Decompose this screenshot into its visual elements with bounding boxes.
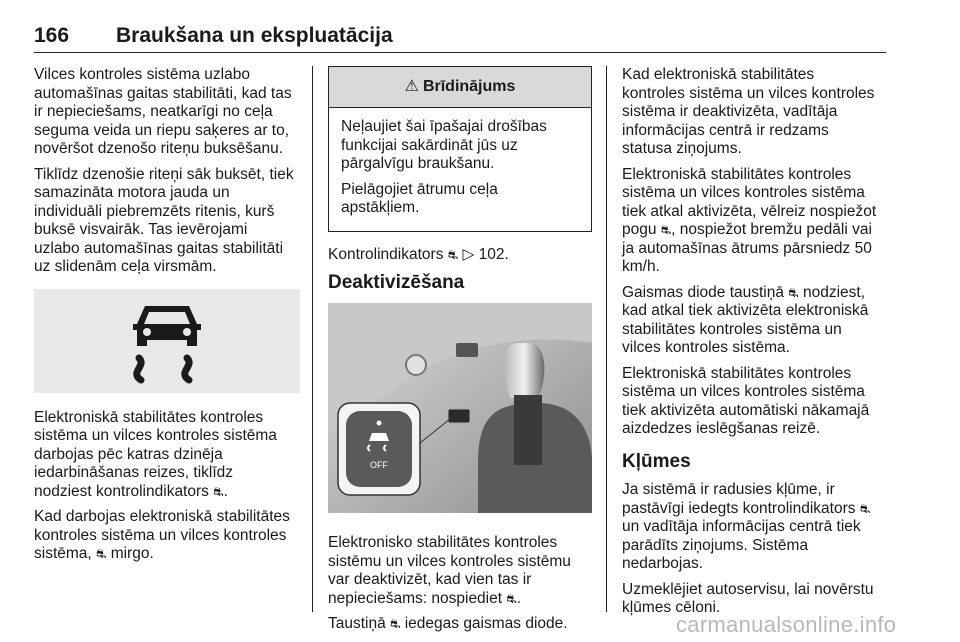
- warning-text-1: Neļaujiet šai īpašajai drošības funkcijai sakārdināt jūs uz pārgalvīgu braukšanu.: [341, 118, 547, 172]
- paragraph-led: Taustiņā ⛐ iedegas gaismas diode.: [328, 615, 568, 632]
- warning-header: [329, 67, 591, 108]
- column-right: [622, 66, 890, 625]
- paragraph-wheel-spin: Tiklīdz dzenošie riteņi sāk buksēt, tiek samazināta motora jauda un individuāli piebremzēts ritenis, kurš buksē visvairāk. Tas ievērojami uzlabo automašīnas gaitas stabilitāti uz slidenām ceļa virsmām.: [34, 165, 294, 275]
- warning-body: [329, 108, 591, 231]
- tc-indicator-icon: ⛐: [859, 501, 871, 516]
- tc-off-button-icon: ⛐: [506, 591, 517, 606]
- column-left: [34, 66, 300, 571]
- paragraph-service: Uzmeklējiet autoservisu, lai novērstu kļūmes cēloni.: [622, 580, 874, 616]
- tc-off-button-icon: ⛐: [390, 617, 401, 631]
- warning-box: [328, 66, 592, 232]
- tc-indicator-icon: ⛐: [213, 484, 224, 499]
- warning-title: Brīdinājums: [422, 77, 516, 95]
- column-divider-1: [312, 66, 313, 612]
- paragraph-auto-activate: Elektroniskā stabilitātes kontroles sistēma un vilces kontroles sistēma tiek aktivizēta automātiski nākamajā aizdedzes ieslēgšanas reizē.: [622, 364, 870, 437]
- traction-control-icon: [127, 298, 207, 384]
- tc-indicator-icon: ⛐: [447, 247, 459, 262]
- paragraph-status-message: Kad elektroniskā stabilitātes kontroles sistēma un vilces kontroles sistēma ir deaktivizēta, vadītāja informācijas centrā ir redzams statusa ziņojums.: [622, 66, 875, 157]
- off-button-label: OFF: [370, 459, 388, 470]
- page-header: [34, 22, 886, 53]
- page-number: 166: [34, 24, 70, 47]
- tc-off-button-icon: ⛐: [660, 223, 672, 237]
- chapter-title: Braukšana un ekspluatācija: [116, 24, 393, 47]
- warning-text-2: Pielāgojiet ātrumu ceļa apstākļiem.: [341, 180, 498, 216]
- paragraph-fault: Ja sistēmā ir radusies kļūme, ir pastāvīgi iedegts kontrolindikators ⛐ un vadītāja informācijas centrā tiek parādīts ziņojums. Sistēma nedarbojas.: [622, 481, 871, 572]
- paragraph-led-off: Gaismas diode taustiņā ⛐ nodziest, kad atkal tiek aktivizēta elektroniskā stabilitātes kontroles sistēma un vilces kontroles sistēma.: [622, 283, 869, 356]
- heading-faults: Kļūmes: [622, 450, 691, 472]
- column-middle: [328, 66, 592, 641]
- traction-control-illustration: [34, 289, 300, 393]
- watermark: carmanualsonline.info: [676, 612, 897, 637]
- paragraph-tc-intro: Vilces kontroles sistēma uzlabo automašīnas gaitas stabilitāti, kad tas ir nepieciešams, neatkarīgi no ceļa seguma veida un riepu saķeres ar to, novēršot dzenošo riteņu buksēšanu.: [34, 66, 292, 157]
- column-divider-2: [606, 66, 607, 612]
- paragraph-system-start: Elektroniskā stabilitātes kontroles sistēma un vilces kontroles sistēma darbojas pēc katras dzinēja iedarbināšanas reizes, tiklīdz nodziest kontrolindikators ⛐.: [34, 408, 277, 500]
- paragraph-reactivate: Elektroniskā stabilitātes kontroles sistēma un vilces kontroles sistēma tiek atkal aktivizēta, vēlreiz nospiežot pogu ⛐, nospiežot bremžu pedāli vai ja automašīnas ātrums pārsniedz 50 km/h.: [622, 165, 877, 275]
- paragraph-deactivate: Elektronisko stabilitātes kontroles sistēmu un vilces kontroles sistēmu var deaktivizēt, kad vien tas ir nepieciešams: nospiediet ⛐.: [328, 534, 571, 607]
- tc-off-button-icon: ⛐: [788, 285, 799, 300]
- warning-triangle-icon: ⚠: [404, 77, 419, 95]
- heading-deactivation: Deaktivizēšana: [328, 272, 465, 293]
- page-ref-arrow-icon: ▷: [462, 245, 475, 263]
- indicator-reference: Kontrolindikators ⛐ ▷ 102.: [328, 245, 509, 263]
- tc-indicator-icon: ⛐: [96, 547, 107, 561]
- center-console-photo: [328, 303, 592, 513]
- paragraph-system-active: Kad darbojas elektroniskā stabilitātes kontroles sistēma un vilces kontroles sistēma, ⛐ mirgo.: [34, 508, 290, 562]
